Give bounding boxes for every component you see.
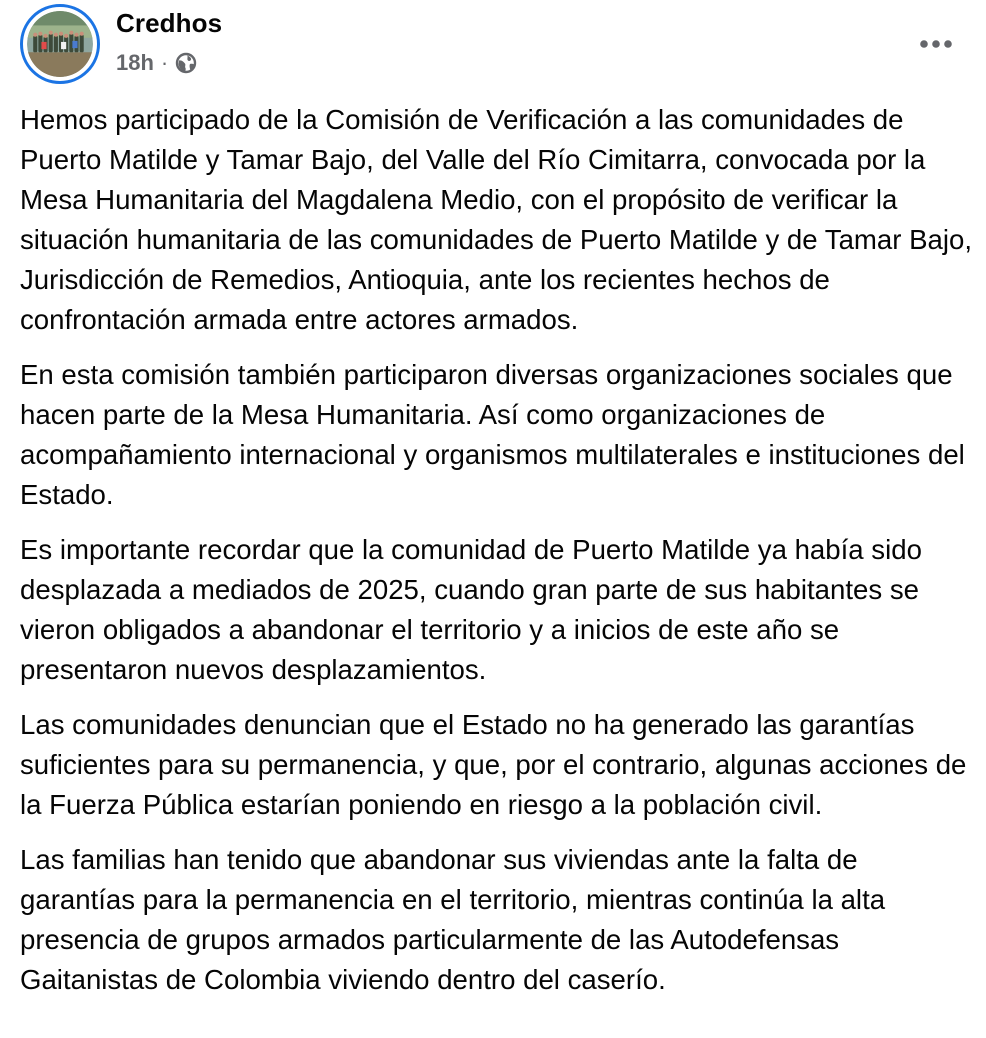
post-paragraph: Es importante recordar que la comunidad de Puerto Matilde ya había sido desplazada a mediados de 2025, cuando gran parte de sus habitantes se vieron obligados a abandonar el territorio y a inicios de este año se presentaron nuevos desplazamientos. (20, 534, 922, 685)
more-horizontal-icon (919, 39, 953, 49)
avatar[interactable] (20, 4, 100, 84)
avatar-photo (27, 11, 93, 77)
author-name[interactable]: Credhos (116, 8, 223, 38)
post-header (20, 4, 966, 88)
post-paragraph: En esta comisión también participaron diversas organizaciones sociales que hacen parte de la Mesa Humanitaria. Así como organizaciones de acompañamiento internacional y organismos multilaterales e instituciones del Estado. (20, 359, 965, 510)
post-timestamp[interactable]: 18h (116, 50, 154, 75)
post-body (20, 100, 978, 1015)
post-paragraph: Hemos participado de la Comisión de Verificación a las comunidades de Puerto Matilde y Tamar Bajo, del Valle del Río Cimitarra, convocada por la Mesa Humanitaria del Magdalena Medio, con el propósito de verificar la situación humanitaria de las comunidades de Puerto Matilde y de Tamar Bajo, Jurisdicción de Remedios, Antioquia, ante los recientes hechos de confrontación armada entre actores armados. (20, 104, 973, 335)
post-paragraph: Las familias han tenido que abandonar sus viviendas ante la falta de garantías para la permanencia en el territorio, mientras continúa la alta presencia de grupos armados particularmente de las Autodefensas Gaitanistas de Colombia viviendo dentro del caserío. (20, 844, 886, 995)
more-options-button[interactable] (914, 24, 958, 64)
globe-icon[interactable] (174, 51, 198, 75)
post-paragraph: Las comunidades denuncian que el Estado no ha generado las garantías suficientes para su permanencia, y que, por el contrario, algunas acciones de la Fuerza Pública estarían poniendo en riesgo a la población civil. (20, 709, 967, 820)
meta-separator: · (160, 50, 169, 75)
post-meta (116, 50, 198, 76)
